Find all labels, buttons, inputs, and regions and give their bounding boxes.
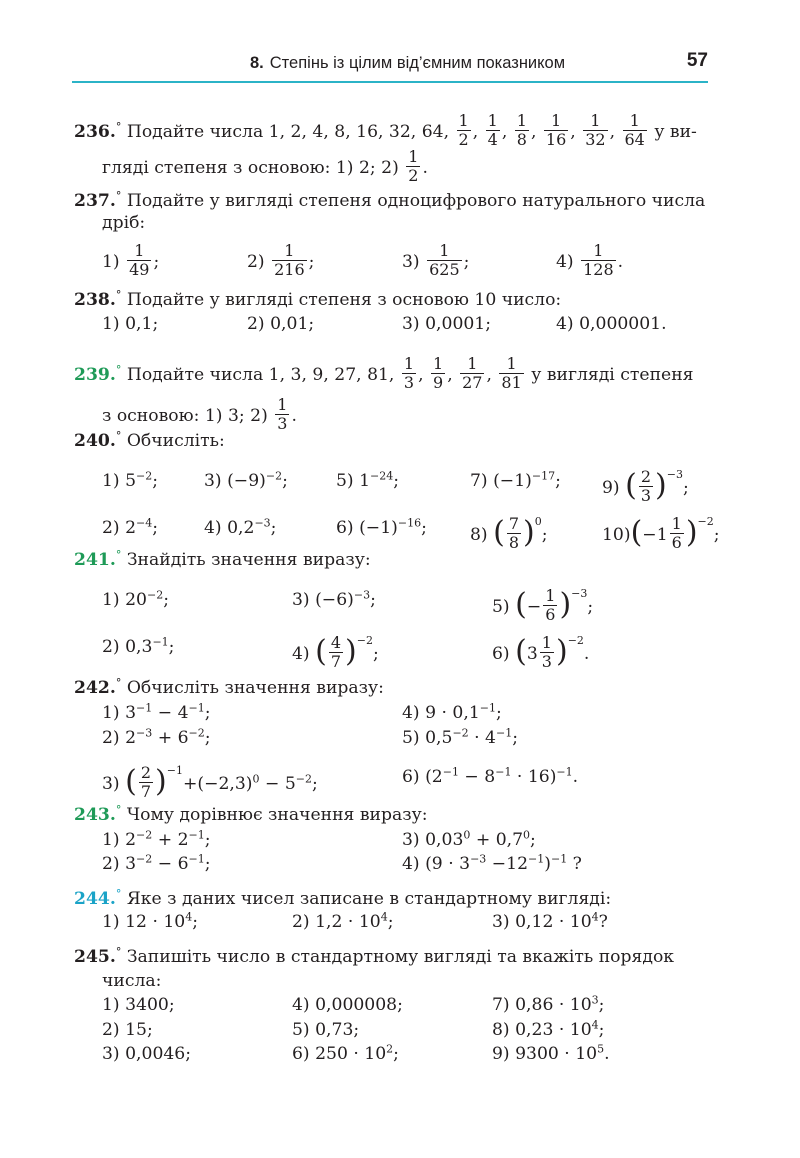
problem-number: 241.	[74, 550, 116, 570]
item: 1) $2^{-2} + 2^{-1}$;	[102, 828, 211, 850]
fraction: $\frac{1}{81}$	[501, 354, 522, 392]
problem-text: з основою: 1) 3; 2)	[102, 406, 268, 426]
item: 3) $0,03^0 + 0,7^0$;	[402, 828, 536, 850]
fraction: $\frac{1}{2}$	[408, 147, 419, 185]
item: 3) $\frac{1}{625}$ ;	[402, 241, 470, 279]
item: 1) $12 \cdot 10^4$;	[102, 910, 199, 932]
fraction: $\frac{1}{3}$	[403, 354, 415, 392]
problem-237-line-1	[74, 190, 705, 212]
problem-number: 237.	[74, 191, 116, 211]
problem-text: Обчисліть:	[126, 431, 225, 451]
page-header	[72, 52, 708, 78]
problem-text: Подайте числа 1, 2, 4, 8, 16, 32, 64,	[126, 122, 450, 142]
problem-237-line-2: дріб:	[102, 213, 146, 233]
problem-number: 239.	[74, 365, 116, 385]
problem-number: 244.	[74, 889, 116, 909]
problem-text: Яке з даних чисел записане в стандартному вигляді:	[126, 889, 612, 909]
item: 4) $9 \cdot 0,1^{-1}$;	[402, 701, 502, 723]
item: 9) ( $\frac{2}{3}$ )$^{-3}$;	[602, 467, 689, 505]
problem-text: гляді степеня з основою: 1) 2; 2)	[102, 158, 399, 178]
item: 2) 0,01;	[247, 314, 315, 334]
fraction: $\frac{1}{64}$	[624, 111, 645, 149]
problem-245-line-2: числа:	[102, 971, 162, 991]
page-number: 57	[686, 50, 708, 71]
chapter-number: 8.	[250, 54, 264, 72]
fraction: $\frac{1}{16}$	[545, 111, 567, 149]
problem-text: Обчисліть значення виразу:	[126, 678, 384, 698]
fraction: $\frac{1}{2}$	[458, 111, 469, 149]
degree-mark: °	[115, 429, 122, 443]
fraction: $\frac{1}{8}$	[516, 111, 527, 149]
item: 2) $0,3^{-1}$;	[102, 635, 175, 657]
problem-236-line-2: гляді степеня з основою: 1) 2; 2) $\frac{1}{2}$ .	[102, 147, 428, 185]
item: 4) $0,2^{-3}$;	[204, 516, 277, 538]
problem-238-line-1	[74, 289, 561, 311]
item: 5) (− $\frac{1}{6}$ )$^{-3}$;	[492, 586, 594, 624]
problem-236-line-1: 236.° Подайте числа 1, 2, 4, 8, 16, 32, 64, $\frac{1}{2}$ , $\frac{1}{4}$ , $\frac{1}{8}$ , $\frac{1}{16}$ , $\frac{1}{32}$ , $\frac{1}{64}$ у ви-	[74, 111, 697, 149]
problem-number: 240.	[74, 431, 116, 451]
problem-text: Знайдіть значення виразу:	[126, 550, 371, 570]
item: 8) $0,23 \cdot 10^4$;	[492, 1018, 605, 1040]
problem-245-line-1	[74, 946, 674, 968]
item: 10)(−1 $\frac{1}{6}$ )$^{-2}$;	[602, 514, 720, 552]
fraction: $\frac{1}{32}$	[585, 111, 606, 149]
degree-mark: °	[115, 887, 122, 901]
problem-number: 238.	[74, 290, 116, 310]
problem-239-line-1: 239.° Подайте числа 1, 3, 9, 27, 81, $\frac{1}{3}$ , $\frac{1}{9}$ , $\frac{1}{27}$ , $\frac{1}{81}$ у вигляді степеня	[74, 354, 694, 392]
degree-mark: °	[115, 288, 122, 302]
problem-242-line-1	[74, 677, 384, 699]
chapter-title-text: Степінь із цілим від’ємним показником	[269, 54, 566, 72]
fraction: $\frac{1}{4}$	[487, 111, 498, 149]
item: 3) 0,0046;	[102, 1044, 192, 1064]
problem-number: 236.	[74, 122, 116, 142]
item: 4) 0,000001.	[556, 314, 667, 334]
problem-text: у ви-	[654, 122, 697, 142]
item: 2) $3^{-2} - 6^{-1}$;	[102, 852, 211, 874]
item: 4) $\frac{1}{128}$ .	[556, 241, 624, 279]
problem-text: Подайте у вигляді степеня одноцифрового натурального числа	[126, 191, 706, 211]
item: 1) $\frac{1}{49}$ ;	[102, 241, 160, 279]
item: 4) ( $\frac{4}{7}$ )$^{-2}$;	[292, 633, 379, 671]
chapter-title	[250, 54, 565, 73]
item: 2) $2^{-3} + 6^{-2}$;	[102, 726, 211, 748]
item: 2) $2^{-4}$;	[102, 516, 159, 538]
item: 7) $(-1)^{-17}$;	[470, 469, 561, 491]
item: 3) $(-9)^{-2}$;	[204, 469, 288, 491]
item: 6) $(-1)^{-16}$;	[336, 516, 427, 538]
item: 4) $(9 \cdot 3^{-3} -12^{-1})^{-1}$ ?	[402, 852, 582, 874]
degree-mark: °	[115, 120, 122, 134]
problem-text: Подайте у вигляді степеня з основою 10 число:	[126, 290, 562, 310]
item: 3) 0,0001;	[402, 314, 492, 334]
problem-243-line-1	[74, 804, 428, 826]
item: 6) $(2^{-1} - 8^{-1} \cdot 16)^{-1}$.	[402, 765, 579, 787]
item: 1) $20^{-2}$;	[102, 588, 169, 610]
degree-mark: °	[115, 548, 122, 562]
problem-text: Подайте числа 1, 3, 9, 27, 81,	[126, 365, 395, 385]
header-rule	[72, 81, 708, 83]
item: 7) $0,86 \cdot 10^3$;	[492, 993, 605, 1015]
problem-text: Запишіть число в стандартному вигляді та вкажіть порядок	[126, 947, 675, 967]
item: 5) $0,5^{-2} \cdot 4^{-1}$;	[402, 726, 519, 748]
problem-text: у вигляді степеня	[531, 365, 694, 385]
fraction: $\frac{1}{9}$	[433, 354, 444, 392]
problem-number: 245.	[74, 947, 116, 967]
degree-mark: °	[115, 189, 122, 203]
fraction: $\frac{1}{3}$	[277, 395, 288, 433]
item: 4) 0,000008;	[292, 995, 403, 1015]
item: 9) $9300 \cdot 10^5$.	[492, 1042, 610, 1064]
item: 5) 0,73;	[292, 1020, 360, 1040]
problem-244-line-1	[74, 888, 611, 910]
problem-241-line-1	[74, 549, 371, 571]
degree-mark: °	[115, 803, 122, 817]
item: 1) 0,1;	[102, 314, 159, 334]
degree-mark: °	[115, 676, 122, 690]
item: 8) ( $\frac{7}{8}$ )$^0$;	[470, 514, 548, 552]
problem-number: 242.	[74, 678, 116, 698]
item: 2) $1,2 \cdot 10^4$;	[292, 910, 394, 932]
item: 1) 3400;	[102, 995, 175, 1015]
item: 6) (3 $\frac{1}{3}$ )$^{-2}$.	[492, 633, 590, 671]
item: 3) $(-6)^{-3}$;	[292, 588, 376, 610]
item: 1) $5^{-2}$;	[102, 469, 159, 491]
item: 3) $0,12 \cdot 10^4$?	[492, 910, 608, 932]
item: 5) $1^{-24}$;	[336, 469, 400, 491]
degree-mark: °	[115, 363, 122, 377]
problem-text: Чому дорівнює значення виразу:	[126, 805, 428, 825]
item: 2) $\frac{1}{216}$ ;	[247, 241, 315, 279]
degree-mark: °	[115, 945, 122, 959]
item: 6) $250 \cdot 10^2$;	[292, 1042, 399, 1064]
problem-240-line-1	[74, 430, 225, 452]
problem-239-line-2: з основою: 1) 3; 2) $\frac{1}{3}$ .	[102, 395, 297, 433]
item: 2) 15;	[102, 1020, 153, 1040]
item: 1) $3^{-1} - 4^{-1}$;	[102, 701, 211, 723]
problem-number: 243.	[74, 805, 116, 825]
item: 3) ( $\frac{2}{7}$ )$^{-1}+(-2,3)^0 - 5^{-2}$;	[102, 763, 318, 801]
fraction: $\frac{1}{27}$	[462, 354, 483, 392]
